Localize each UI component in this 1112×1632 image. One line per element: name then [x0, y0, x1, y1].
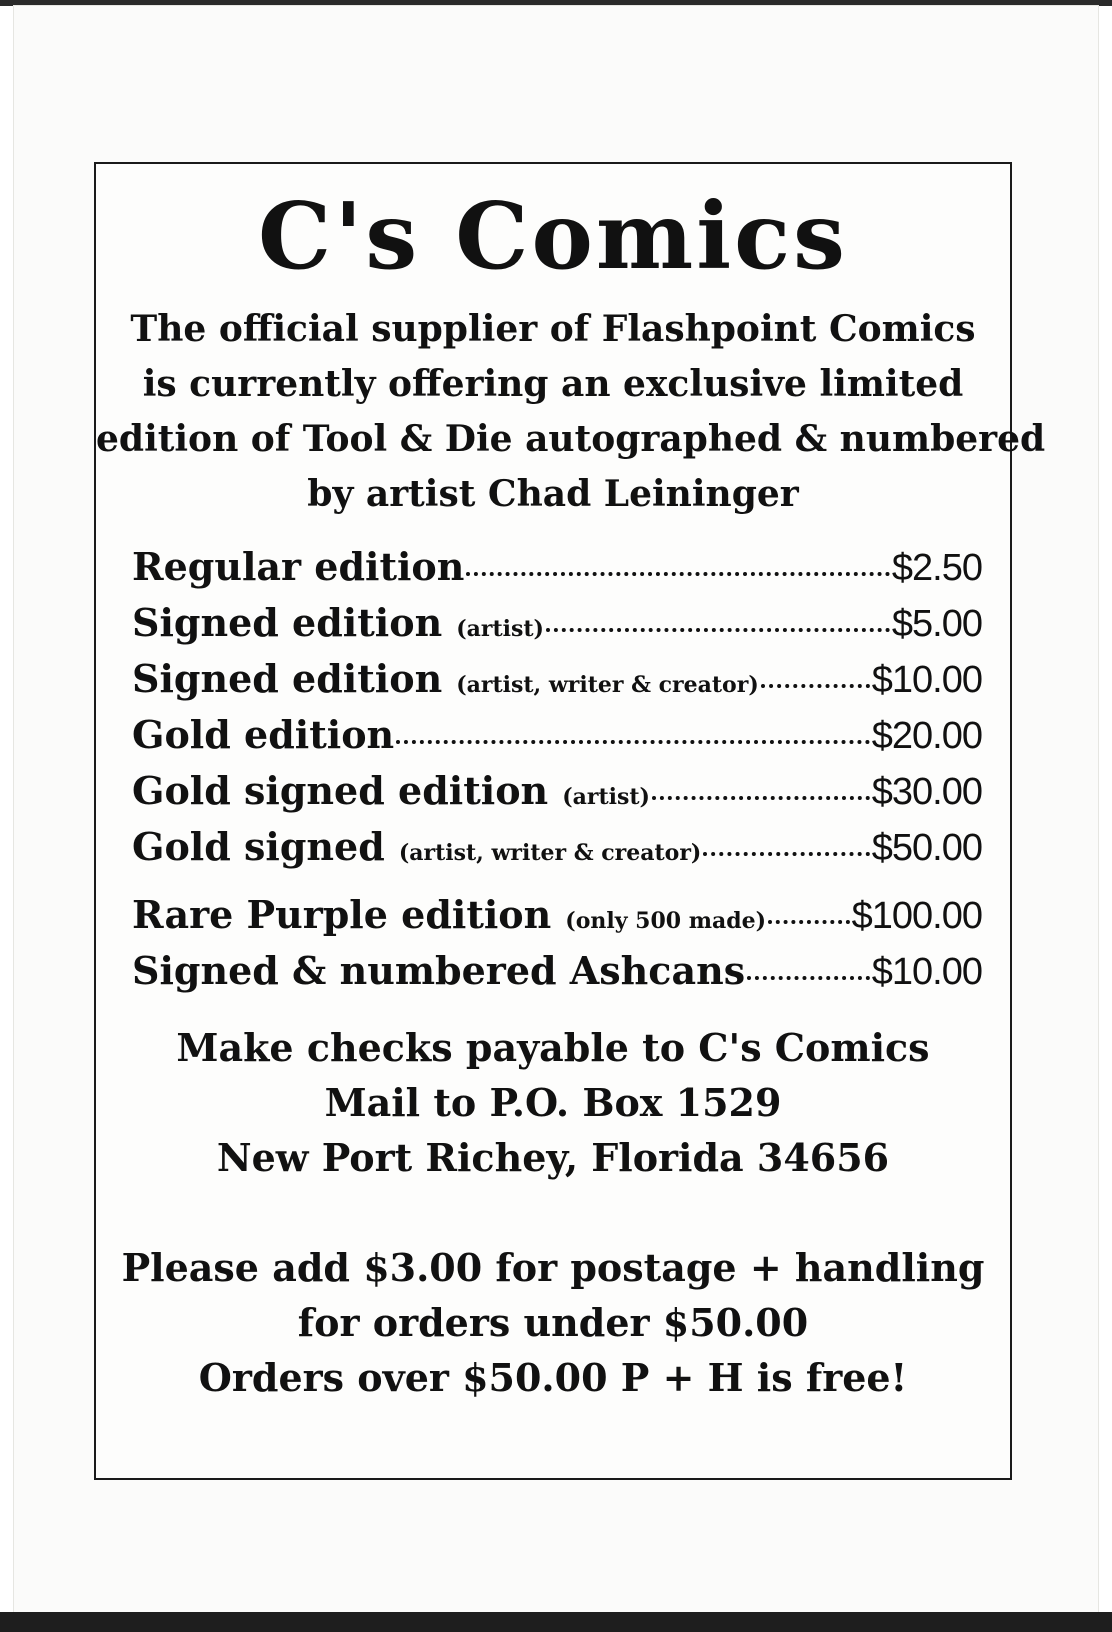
item-note: (artist) — [562, 784, 650, 810]
price-row-gold — [132, 712, 982, 768]
mail-line: Make checks payable to C's Comics — [176, 1025, 930, 1070]
item-price: $10.00 — [871, 659, 982, 701]
postage-line: Orders over $50.00 P + H is free! — [198, 1355, 908, 1400]
price-row-ashcans — [132, 948, 982, 1004]
dot-leader — [466, 572, 889, 576]
shop-title: C's Comics — [258, 182, 848, 290]
item-price: $30.00 — [871, 771, 982, 813]
item-price: $20.00 — [871, 715, 982, 757]
item-note: (only 500 made) — [565, 908, 767, 934]
dot-leader — [768, 920, 850, 924]
item-label: Regular edition — [132, 544, 465, 589]
price-row-signed-all — [132, 656, 982, 712]
item-label: Gold edition — [132, 712, 395, 757]
advertisement-box — [94, 162, 1046, 1480]
postage-line: for orders under $50.00 — [297, 1300, 809, 1345]
mail-line: Mail to P.O. Box 1529 — [324, 1080, 782, 1125]
dot-leader — [546, 628, 890, 632]
intro-line: The official supplier of Flashpoint Comics — [130, 308, 976, 350]
special-price-list — [132, 892, 982, 1004]
item-price: $50.00 — [871, 827, 982, 869]
mailing-instructions — [96, 1020, 1010, 1185]
mail-line: New Port Richey, Florida 34656 — [216, 1135, 890, 1180]
intro-paragraph — [96, 302, 1046, 522]
price-row-gold-signed-all — [132, 824, 982, 880]
price-row-rare-purple — [132, 892, 982, 948]
dot-leader — [652, 796, 870, 800]
item-label: Gold signed — [132, 824, 385, 869]
item-price: $2.50 — [891, 547, 982, 589]
item-price: $100.00 — [851, 895, 982, 937]
dot-leader — [761, 684, 870, 688]
item-label: Signed & numbered Ashcans — [132, 948, 746, 993]
item-price: $10.00 — [871, 951, 982, 993]
intro-line: edition of Tool & Die autographed & numbered — [96, 418, 1046, 460]
item-label: Gold signed edition — [132, 768, 549, 813]
price-row-regular — [132, 544, 982, 600]
item-note: (artist, writer & creator) — [456, 672, 759, 698]
dot-leader — [703, 852, 869, 856]
item-price: $5.00 — [891, 603, 982, 645]
dot-leader — [396, 740, 870, 744]
postage-notice — [96, 1240, 1010, 1405]
item-note: (artist) — [456, 616, 544, 642]
item-label: Signed edition — [132, 656, 443, 701]
item-note: (artist, writer & creator) — [398, 840, 702, 866]
intro-line: is currently offering an exclusive limited — [142, 363, 964, 405]
item-label: Rare Purple edition — [132, 892, 552, 937]
dot-leader — [747, 976, 870, 980]
intro-line: by artist Chad Leininger — [307, 473, 799, 515]
postage-line: Please add $3.00 for postage + handling — [121, 1245, 985, 1290]
price-row-gold-signed-artist — [132, 768, 982, 824]
price-list — [132, 544, 982, 880]
item-label: Signed edition — [132, 600, 443, 645]
page-bottom-edge — [0, 1612, 1112, 1632]
price-row-signed-artist — [132, 600, 982, 656]
